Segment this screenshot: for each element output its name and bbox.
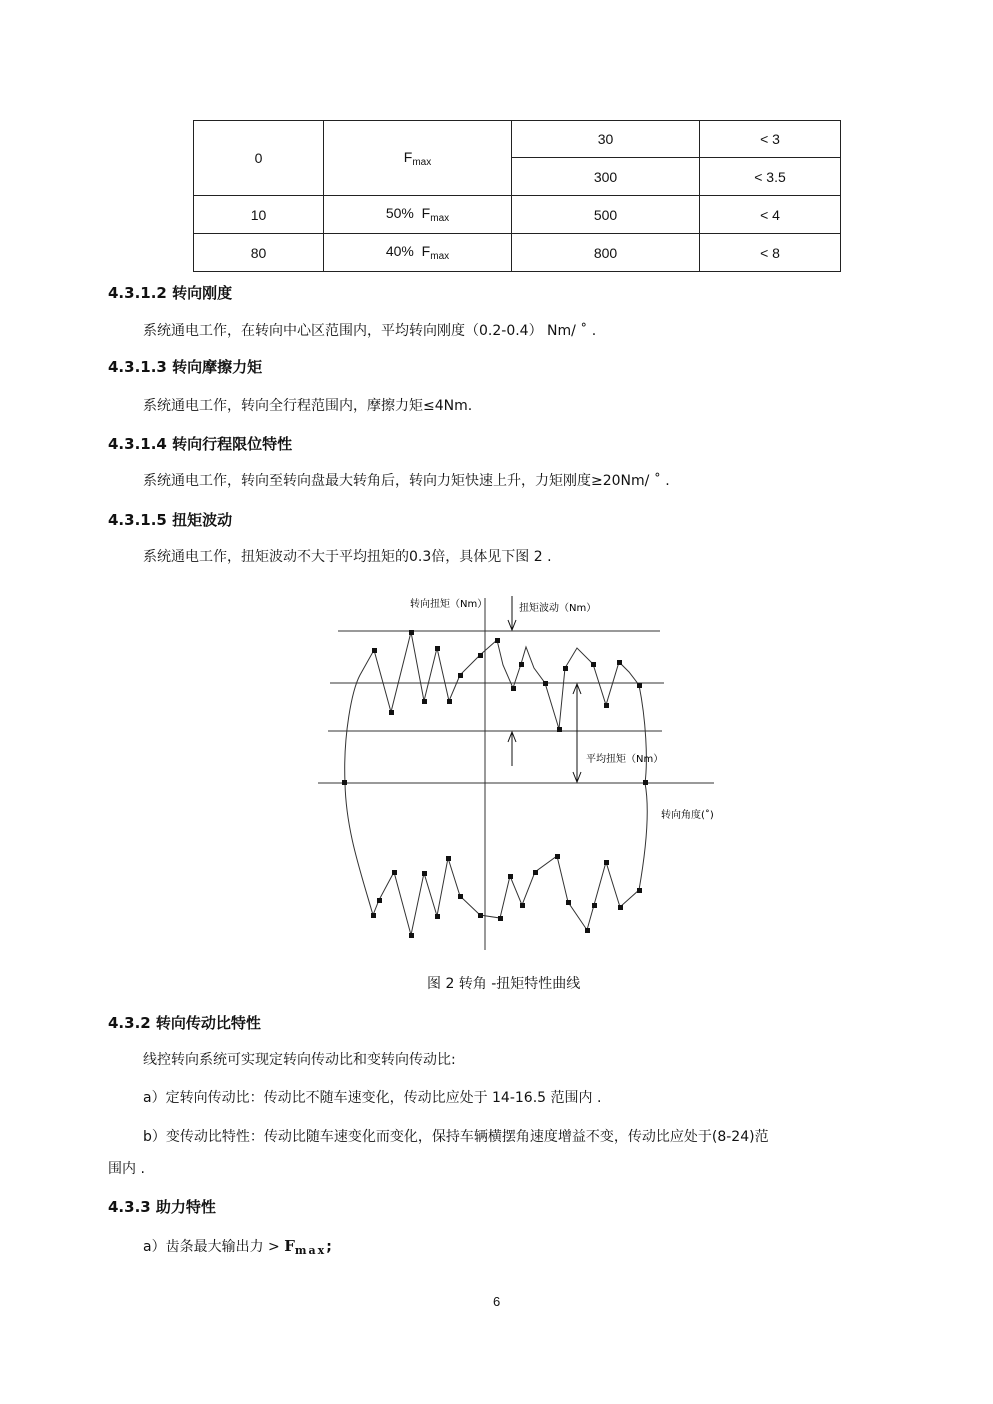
heading-4314: 4.3.1.4 转向行程限位特性	[108, 435, 293, 453]
para-433-a: a）齿条最大输出力 > $F_{max}$;	[143, 1237, 332, 1257]
heading-432: 4.3.2 转向传动比特性	[108, 1014, 261, 1032]
label-angle: 转向角度(˚)	[661, 810, 714, 821]
heading-4315: 4.3.1.5 扭矩波动	[108, 511, 233, 529]
cell-r4-c3: 800	[512, 234, 700, 272]
spec-table	[193, 120, 841, 272]
figure-caption: 图 2 转角 -扭矩特性曲线	[427, 976, 581, 992]
cell-r1-c1: 0	[194, 121, 324, 196]
heading-4312: 4.3.1.2 转向刚度	[108, 284, 233, 302]
label-torque: 转向扭矩（Nm）	[410, 599, 488, 610]
sample-points	[342, 630, 648, 938]
cell-r1-c4: < 3	[700, 121, 841, 158]
cell-r4-c2: 40% $F_{max}$	[324, 234, 512, 272]
para-4315: 系统通电工作，扭矩波动不大于平均扭矩的0.3倍，具体见下图 2 .	[143, 549, 552, 565]
cell-r2-c4: < 3.5	[700, 158, 841, 196]
cell-r3-c1: 10	[194, 196, 324, 234]
cell-r4-c4: < 8	[700, 234, 841, 272]
torque-angle-figure	[300, 585, 730, 955]
label-avg: 平均扭矩（Nm）	[586, 754, 664, 765]
para-432-intro: 线控转向系统可实现定转向传动比和变转向传动比:	[143, 1052, 456, 1068]
para-432-b-cont: 围内 .	[108, 1161, 145, 1177]
cell-r3-c3: 500	[512, 196, 700, 234]
page-number: 6	[493, 1294, 501, 1309]
cell-r3-c2: 50% $F_{max}$	[324, 196, 512, 234]
cell-r4-c1: 80	[194, 234, 324, 272]
heading-4313: 4.3.1.3 转向摩擦力矩	[108, 358, 263, 376]
cell-r1-c2: $F_{max}$	[324, 121, 512, 196]
para-4313: 系统通电工作，转向全行程范围内，摩擦力矩≤4Nm.	[143, 398, 473, 414]
cell-r2-c3: 300	[512, 158, 700, 196]
heading-433: 4.3.3 助力特性	[108, 1198, 216, 1216]
label-fluct: 扭矩波动（Nm）	[519, 603, 597, 614]
cell-r3-c4: < 4	[700, 196, 841, 234]
para-432-b: b）变传动比特性：传动比随车速变化而变化，保持车辆横摆角速度增益不变，传动比应处于(8-24)范	[143, 1129, 769, 1145]
para-4312: 系统通电工作，在转向中心区范围内，平均转向刚度（0.2-0.4） Nm/ ˚ .	[143, 323, 597, 339]
para-4314: 系统通电工作，转向至转向盘最大转角后，转向力矩快速上升，力矩刚度≥20Nm/ ˚ .	[143, 473, 670, 489]
para-432-a: a）定转向传动比：传动比不随车速变化，传动比应处于 14-16.5 范围内 .	[143, 1090, 602, 1106]
cell-r1-c3: 30	[512, 121, 700, 158]
lower-curve	[345, 783, 647, 935]
